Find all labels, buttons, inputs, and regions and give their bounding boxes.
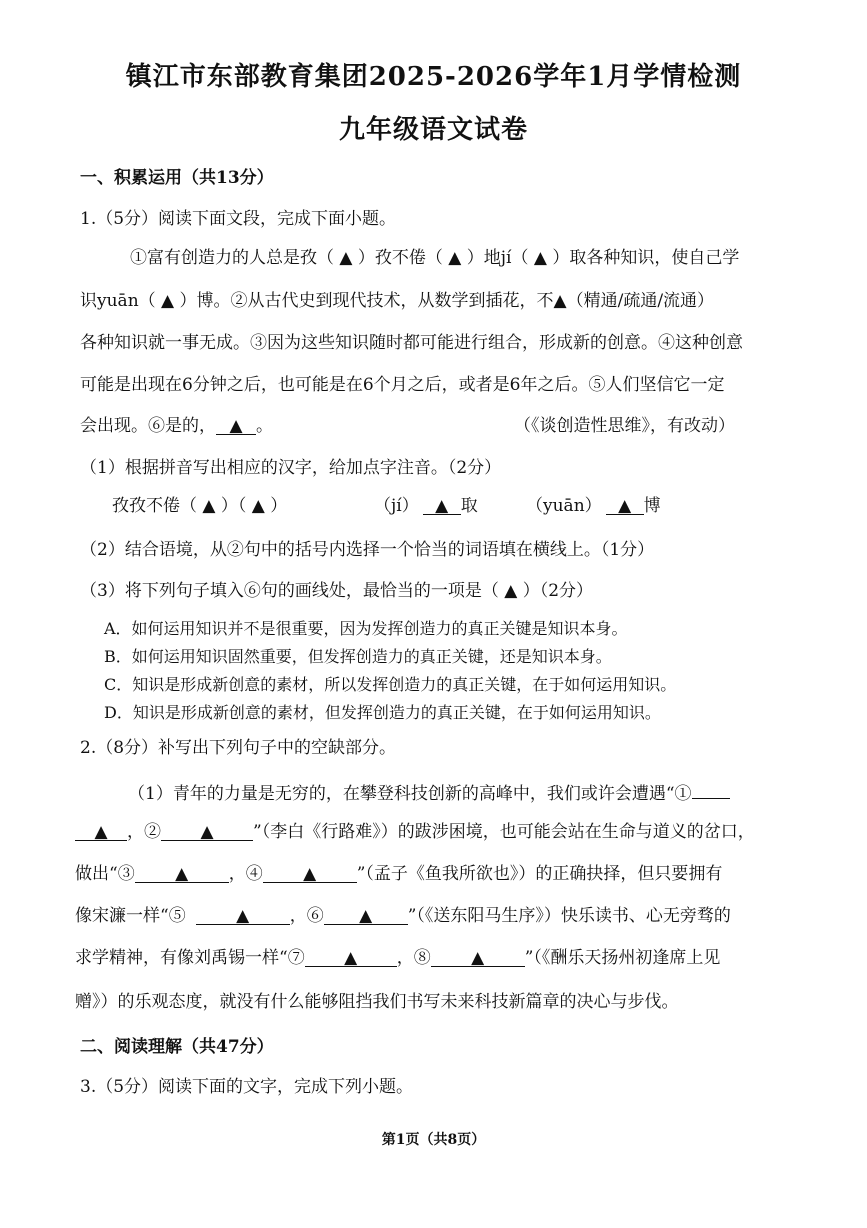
question-2-stem: 2.（8分）补写出下列句子中的空缺部分。 (80, 738, 397, 758)
passage-text: 。 (256, 416, 273, 436)
fill-blank[interactable]: ▲ (423, 494, 461, 515)
fill-blank[interactable]: ▲ (431, 946, 525, 967)
fill-line-5: 求学精神，有像刘禹锡一样“⑦ ▲ ，⑧ ▲ ”（《酬乐天扬州初逢席上见 (75, 948, 721, 968)
answer-item-c: （yuān） ▲ 博 (526, 496, 661, 516)
fill-blank[interactable]: ▲ (135, 862, 229, 883)
fill-blank[interactable]: ▲ (75, 820, 127, 841)
fill-line-6: 赠》）的乐观态度，就没有什么能够阻挡我们书写未来科技新篇章的决心与步伐。 (75, 992, 679, 1012)
fill-line-3: 做出“③ ▲ ，④ ▲ ”（孟子《鱼我所欲也》）的正确抉择，但只要拥有 (75, 864, 723, 884)
page-number: 第1页（共8页） (381, 1132, 486, 1148)
passage-line: 各种知识就一事无成。③因为这些知识随时都可能进行组合，形成新的创意。④这种创意 (80, 333, 743, 353)
passage-line: 识yuān（ ▲ ）博。②从古代史到现代技术，从数学到插花，不▲（精通/疏通/流通） (80, 291, 715, 311)
section-heading-1: 一、积累运用（共13分） (80, 168, 274, 188)
question-1-stem: 1.（5分）阅读下面文段，完成下面小题。 (80, 209, 397, 229)
passage-line: ①富有创造力的人总是孜（ ▲ ）孜不倦（ ▲ ）地jí（ ▲ ）取各种知识，使自己学 (130, 248, 740, 268)
answer-item-b: （jí） ▲ 取 (374, 496, 478, 516)
answer-item-a: 孜孜不倦（ ▲ ）（ ▲ ） (112, 496, 288, 516)
passage-line (80, 414, 273, 438)
fill-line-2: ▲ ，② ▲ ”（李白《行路难》）的跋涉困境，也可能会站在生命与道义的岔口， (75, 820, 755, 844)
choice-a[interactable]: A．如何运用知识并不是很重要，因为发挥创造力的真正关键是知识本身。 (104, 619, 628, 638)
passage-text: 会出现。⑥是的， (80, 416, 216, 436)
exam-subtitle: 九年级语文试卷 (338, 115, 528, 145)
fill-blank[interactable]: ▲ (161, 820, 253, 841)
choice-c[interactable]: C．知识是形成新创意的素材，所以发挥创造力的真正关键，在于如何运用知识。 (104, 675, 677, 694)
fill-blank[interactable] (692, 778, 730, 799)
fill-blank[interactable]: ▲ (263, 862, 357, 883)
fill-blank[interactable]: ▲ (196, 904, 290, 925)
sub-question-3: （3）将下列句子填入⑥句的画线处，最恰当的一项是（ ▲ ）（2分） (80, 581, 594, 601)
sub-question-2: （2）结合语境，从②句中的括号内选择一个恰当的词语填在横线上。（1分） (80, 540, 655, 560)
sub-question-1: （1）根据拼音写出相应的汉字，给加点字注音。（2分） (80, 458, 502, 478)
fill-blank[interactable]: ▲ (324, 904, 408, 925)
passage-line: 可能是出现在6分钟之后，也可能是在6个月之后，或者是6年之后。⑤人们坚信它一定 (80, 375, 725, 395)
passage-source: （《谈创造性思维》，有改动） (514, 416, 735, 436)
fill-blank[interactable]: ▲ (606, 494, 644, 515)
fill-blank[interactable]: ▲ (305, 946, 397, 967)
fill-line-1: （1）青年的力量是无穷的，在攀登科技创新的高峰中，我们或许会遭遇“① (128, 778, 730, 806)
question-3-stem: 3.（5分）阅读下面的文字，完成下列小题。 (80, 1077, 414, 1097)
exam-title: 镇江市东部教育集团2025-2026学年1月学情检测 (125, 62, 742, 92)
section-heading-2: 二、阅读理解（共47分） (80, 1037, 274, 1057)
choice-d[interactable]: D．知识是形成新创意的素材，但发挥创造力的真正关键，在于如何运用知识。 (104, 703, 661, 722)
fill-blank[interactable]: ▲ (216, 414, 256, 435)
fill-line-4: 像宋濂一样“⑤ ▲ ，⑥ ▲ ”（《送东阳马生序》）快乐读书、心无旁骛的 (75, 906, 731, 926)
choice-b[interactable]: B．如何运用知识固然重要，但发挥创造力的真正关键，还是知识本身。 (104, 647, 612, 666)
